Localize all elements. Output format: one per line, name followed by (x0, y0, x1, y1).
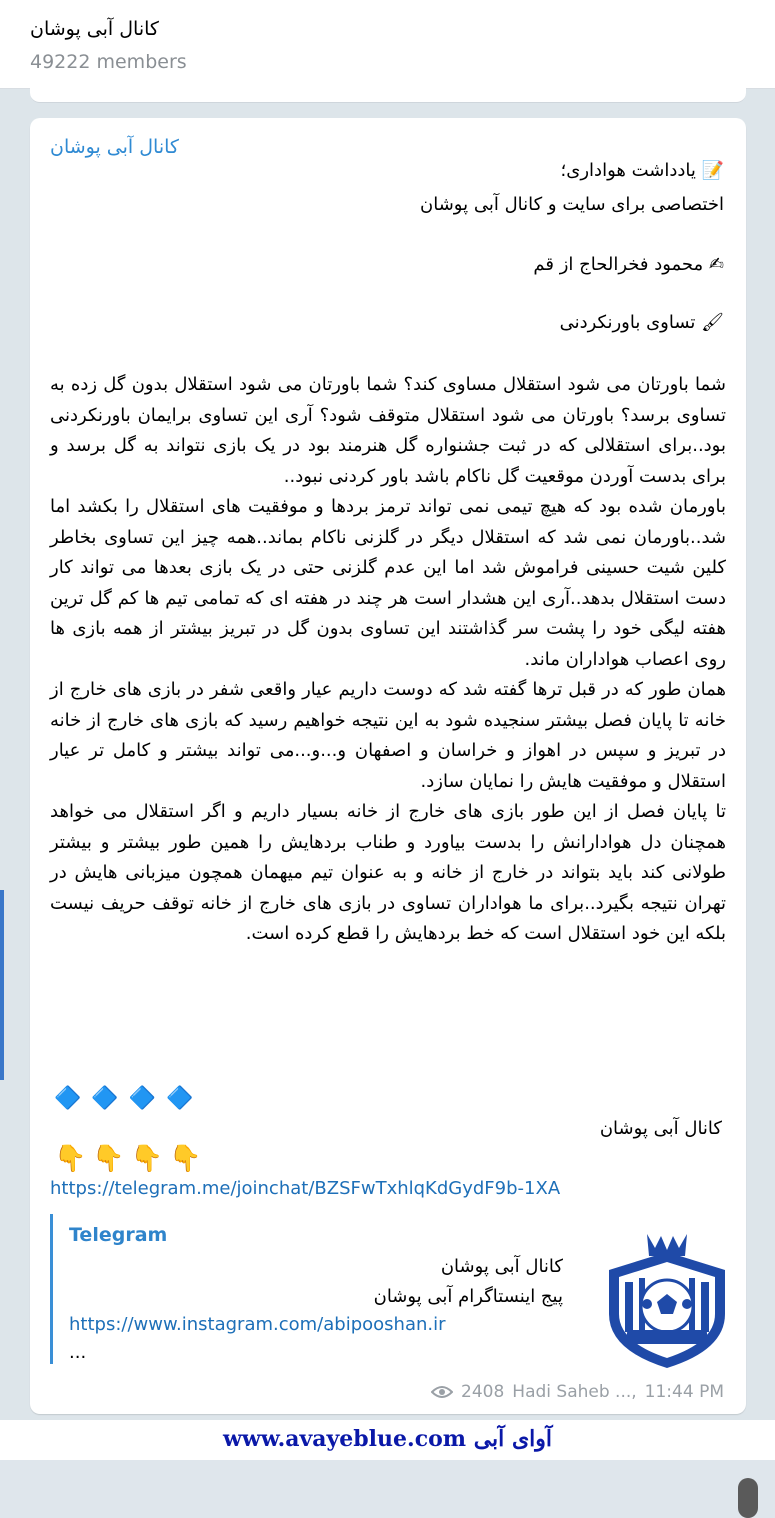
eye-icon (431, 1385, 453, 1399)
message-meta (431, 1382, 724, 1402)
invite-link[interactable]: https://telegram.me/joinchat/BZSFwTxhlqKdGydF9b-1XA (50, 1178, 561, 1199)
message-body (50, 370, 726, 950)
member-count: 49222 members (30, 51, 187, 73)
link-preview[interactable] (50, 1214, 743, 1364)
preview-description: پیج اینستاگرام آبی پوشان (373, 1286, 563, 1307)
body-paragraph: شما باورتان می شود استقلال مساوی کند؟ شما باورتان می شود استقلال بدون گل زده به تساوی برسد؟ باورتان می شود استقلال متوقف شود؟ آری این تساوی برایمان باورنکردنی بود..برای استقلالی که در ثبت جشنواره گل هنرمند بود در یک بازی نتواند به گل برسد و برای بدست آوردن موقعیت گل ناکام باشد باور کردنی نبود.. (50, 374, 726, 487)
pointing-down-emoji-row: 👇👇👇👇 (54, 1144, 208, 1174)
view-count: 2408 (461, 1382, 505, 1402)
chat-title: کانال آبی پوشان (30, 18, 159, 40)
banner-site: www.avayeblue.com (222, 1426, 467, 1452)
body-paragraph: باورمان شده بود که هیچ تیمی نمی تواند ترمز بردها و موفقیت های استقلال را بکشد اما شد..باورمان نمی شد که استقلال دیگر در گلزنی ناکام بماند..همه چیز این تساوی بخاطر کلین شیت حسینی فراموش شد اما این عدم گلزنی حتی در یک بازی بعدها می تواند کار دست استقلال بدهد..آری این هشدار است هر چند در هفته ای که تمامی تیم ها کم گل ترین هفته لیگی خود را پشت سر گذاشتند این تساوی بدون گل در تبریز بیشتر از همه بازی ها روی اعصاب هواداران ماند. (50, 496, 726, 670)
message-bubble[interactable] (30, 118, 746, 1414)
channel-logo-icon[interactable] (597, 1222, 737, 1372)
post-author: Hadi Saheb ..., (512, 1382, 637, 1402)
banner-text (0, 1426, 775, 1452)
banner-name: آوای آبی (473, 1426, 553, 1452)
chat-header[interactable] (0, 0, 775, 89)
left-edge-accent (0, 890, 4, 1080)
watermark-banner (0, 1420, 775, 1460)
preview-site-name: Telegram (69, 1224, 168, 1246)
previous-message-tail (30, 82, 746, 103)
note-heading: 📝 یادداشت هواداری؛ (560, 160, 724, 181)
scroll-down-button[interactable] (738, 1478, 758, 1518)
preview-url[interactable]: https://www.instagram.com/abipooshan.ir (69, 1314, 446, 1335)
diamond-emoji-row: 🔷🔷🔷🔷 (54, 1086, 204, 1111)
body-paragraph: تا پایان فصل از این طور بازی های خارج از خانه بسیار داریم و اگر استقلال می خواهد همچنان دل هوادارانش را بدست بیاورد و طناب بردهایش را همین طور بیشتر و بیشتر طولانی کند باید بتواند در خارج از خانه و به عنوان تیم میهمان همچون میزبانی هایش در تهران نتیجه بگیرد..برای ما هواداران تساوی در بازی های خارج از خانه توقف حریف نیست بلکه این خود استقلال است که خط بردهایش را قطع کرده است. (50, 801, 726, 944)
footer-channel-name: کانال آبی پوشان (599, 1118, 722, 1139)
preview-ellipsis: ... (69, 1342, 87, 1363)
preview-title: کانال آبی پوشان (440, 1256, 563, 1277)
message-channel-name[interactable]: کانال آبی پوشان (50, 136, 179, 158)
note-subheading: اختصاصی برای سایت و کانال آبی پوشان (420, 194, 724, 215)
note-author: ✍ محمود فخرالحاج از قم (533, 254, 724, 275)
note-subject: 🖌 تساوی باورنکردنی (559, 312, 724, 333)
body-paragraph: همان طور که در قبل ترها گفته شد که دوست داریم عیار واقعی شفر در بازی های خارج از خانه تا پایان فصل بیشتر سنجیده شود به این نتیجه خواهیم رسید که بازی های خارج از خانه در تبریز و سپس در اهواز و خراسان و اصفهان و...و...می تواند بیشتر و کامل تر عیار استقلال و موفقیت هایش را نمایان سازد. (50, 679, 726, 792)
post-time: 11:44 PM (644, 1382, 724, 1402)
